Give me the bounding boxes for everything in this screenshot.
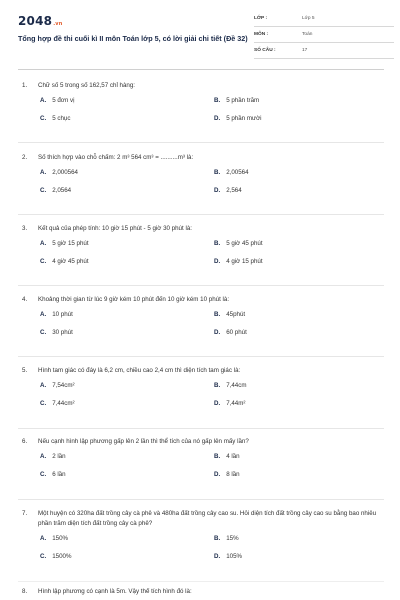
options-row-1 — [22, 382, 382, 394]
option-letter: D. — [214, 115, 221, 122]
option-text: 2 lần — [52, 453, 66, 460]
option-letter: C. — [40, 329, 47, 336]
question-4 — [22, 295, 382, 341]
option-letter: D. — [214, 400, 221, 407]
option-text: 7,44cm² — [52, 400, 75, 407]
option-b[interactable] — [214, 382, 246, 389]
option-letter: A. — [40, 311, 47, 318]
option-text: 5 phần trăm — [226, 97, 260, 104]
meta-class-row — [254, 14, 394, 27]
question-stem — [22, 153, 382, 163]
option-b[interactable] — [214, 311, 245, 318]
option-d[interactable] — [214, 400, 245, 407]
option-letter: C. — [40, 471, 47, 478]
option-c[interactable] — [40, 115, 70, 122]
question-divider — [18, 142, 384, 143]
meta-subject-row — [254, 30, 394, 43]
question-text: Hình lập phương có cạnh là 5m. Vậy thể tích hình đó là: — [38, 588, 192, 595]
option-d[interactable] — [214, 187, 242, 194]
option-b[interactable] — [214, 535, 239, 542]
options-row-1 — [22, 169, 382, 181]
question-7 — [22, 509, 382, 565]
option-a[interactable] — [40, 169, 78, 176]
question-3 — [22, 224, 382, 270]
option-letter: D. — [214, 471, 221, 478]
options-row-1 — [22, 240, 382, 252]
question-divider — [18, 581, 384, 582]
option-text: 2,00564 — [226, 169, 249, 176]
question-stem — [22, 437, 382, 447]
options-row-2 — [22, 400, 382, 412]
question-divider — [18, 285, 384, 286]
options-row-2 — [22, 471, 382, 483]
option-text: 150% — [52, 535, 69, 542]
options-row-1 — [22, 97, 382, 109]
option-a[interactable] — [40, 535, 68, 542]
option-a[interactable] — [40, 311, 73, 318]
question-number: 5. — [22, 367, 28, 374]
option-text: 4 giờ 15 phút — [226, 258, 263, 265]
option-a[interactable] — [40, 453, 66, 460]
option-text: 2,000564 — [52, 169, 78, 176]
option-letter: B. — [214, 240, 221, 247]
option-letter: A. — [40, 240, 47, 247]
option-text: 30 phút — [52, 329, 73, 336]
option-text: 45phút — [226, 311, 246, 318]
option-b[interactable] — [214, 169, 249, 176]
option-d[interactable] — [214, 553, 242, 560]
option-letter: A. — [40, 382, 47, 389]
options-row-2 — [22, 329, 382, 341]
question-5 — [22, 366, 382, 412]
options-row-1 — [22, 453, 382, 465]
option-text: 5 giờ 15 phút — [52, 240, 89, 247]
question-text: Số thích hợp vào chỗ chấm: 2 m³ 564 cm³ = ..........m³ là: — [38, 154, 194, 161]
option-letter: B. — [214, 97, 221, 104]
option-a[interactable] — [40, 97, 74, 104]
option-text: 6 lần — [52, 471, 66, 478]
option-letter: D. — [214, 187, 221, 194]
question-6 — [22, 437, 382, 483]
meta-subject-label: MÔN : — [254, 32, 269, 37]
logo-suffix: .vn — [53, 21, 63, 27]
option-letter: C. — [40, 258, 47, 265]
question-stem — [22, 295, 382, 305]
question-stem — [22, 509, 382, 529]
question-divider — [18, 499, 384, 500]
option-text: 7,44cm — [226, 382, 247, 389]
meta-subject-value: Toán — [302, 32, 313, 37]
option-c[interactable] — [40, 553, 71, 560]
option-text: 105% — [226, 553, 243, 560]
question-stem — [22, 366, 382, 376]
options-row-1 — [22, 535, 382, 547]
option-c[interactable] — [40, 329, 73, 336]
meta-class-label: LỚP : — [254, 16, 268, 21]
question-number: 8. — [22, 588, 28, 595]
option-text: 5 giờ 45 phút — [226, 240, 263, 247]
question-divider — [18, 428, 384, 429]
option-text: 5 đơn vị — [52, 97, 75, 104]
question-8-partial — [22, 588, 382, 595]
meta-class-value: Lớp 5 — [302, 16, 315, 21]
page-header — [18, 14, 384, 60]
option-text: 5 chục — [52, 115, 71, 122]
options-row-2 — [22, 115, 382, 127]
option-b[interactable] — [214, 240, 263, 247]
option-b[interactable] — [214, 97, 259, 104]
option-letter: D. — [214, 329, 221, 336]
option-c[interactable] — [40, 187, 71, 194]
question-number: 1. — [22, 82, 28, 89]
option-letter: B. — [214, 535, 221, 542]
question-divider — [18, 356, 384, 357]
option-letter: B. — [214, 169, 221, 176]
option-letter: B. — [214, 382, 221, 389]
option-text: 10 phút — [52, 311, 73, 318]
option-text: 8 lần — [226, 471, 240, 478]
option-letter: C. — [40, 400, 47, 407]
question-number: 4. — [22, 296, 28, 303]
option-letter: A. — [40, 453, 47, 460]
option-d[interactable] — [214, 115, 262, 122]
option-letter: A. — [40, 169, 47, 176]
option-text: 15% — [226, 535, 239, 542]
question-text: Kết quả của phép tính: 10 giờ 15 phút - 5 giờ 30 phút là: — [38, 225, 192, 232]
question-text: Khoảng thời gian từ lúc 9 giờ kém 10 phút đến 10 giờ kém 10 phút là: — [38, 296, 230, 303]
question-text: Một huyện có 320ha đất trồng cây cà phê và 480ha đất trồng cây cao su. Hỏi diện tích đất trồng cây cao su bằng bao nhiêu phần trăm diện tích đất trồng cây cà phê? — [38, 510, 377, 527]
option-letter: B. — [214, 453, 221, 460]
question-number: 3. — [22, 225, 28, 232]
option-text: 60 phút — [226, 329, 247, 336]
option-d[interactable] — [214, 258, 263, 265]
option-letter: C. — [40, 187, 47, 194]
option-letter: B. — [214, 311, 221, 318]
document-title: Tổng hợp đề thi cuối kì II môn Toán lớp 5, có lời giải chi tiết (Đề 32) — [18, 34, 248, 43]
option-text: 5 phần mười — [226, 115, 262, 122]
option-a[interactable] — [40, 382, 75, 389]
question-1 — [22, 81, 382, 127]
site-logo[interactable] — [18, 14, 63, 28]
meta-count-value: 17 — [302, 48, 308, 53]
option-letter: D. — [214, 553, 221, 560]
logo-text: 2048 — [18, 14, 53, 28]
option-c[interactable] — [40, 471, 66, 478]
option-text: 2,0564 — [52, 187, 72, 194]
option-text: 4 lần — [226, 453, 240, 460]
question-text: Chữ số 5 trong số 162,57 chỉ hàng: — [38, 82, 136, 89]
option-text: 7,54cm² — [52, 382, 75, 389]
option-letter: A. — [40, 97, 47, 104]
question-text: Nếu cạnh hình lập phương gấp lên 2 lần thì thể tích của nó gấp lên mấy lần? — [38, 438, 249, 445]
question-2 — [22, 153, 382, 199]
option-text: 7,44m² — [226, 400, 246, 407]
option-c[interactable] — [40, 258, 89, 265]
question-stem — [22, 224, 382, 234]
option-text: 4 giờ 45 phút — [52, 258, 89, 265]
option-letter: A. — [40, 535, 47, 542]
header-divider — [18, 69, 384, 70]
option-letter: D. — [214, 258, 221, 265]
option-b[interactable] — [214, 453, 240, 460]
meta-count-label: SỐ CÂU : — [254, 48, 276, 53]
option-text: 1500% — [52, 553, 72, 560]
option-letter: C. — [40, 553, 47, 560]
options-row-2 — [22, 553, 382, 565]
options-row-2 — [22, 258, 382, 270]
option-c[interactable] — [40, 400, 75, 407]
question-divider — [18, 214, 384, 215]
question-number: 2. — [22, 154, 28, 161]
question-number: 7. — [22, 510, 28, 517]
meta-count-row — [254, 46, 394, 59]
options-row-1 — [22, 311, 382, 323]
option-letter: C. — [40, 115, 47, 122]
option-d[interactable] — [214, 471, 240, 478]
options-row-2 — [22, 187, 382, 199]
option-a[interactable] — [40, 240, 89, 247]
question-stem — [22, 81, 382, 91]
question-text: Hình tam giác có đáy là 6,2 cm, chiều cao 2,4 cm thì diện tích tam giác là: — [38, 367, 241, 374]
option-d[interactable] — [214, 329, 247, 336]
document-meta — [254, 14, 394, 62]
option-text: 2,564 — [226, 187, 242, 194]
question-number: 6. — [22, 438, 28, 445]
